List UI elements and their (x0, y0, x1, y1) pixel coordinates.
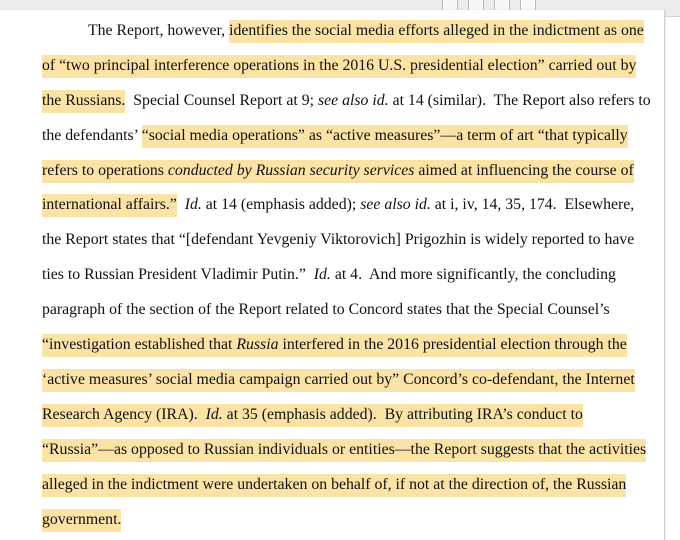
text-segment: at 4. And more significantly, the concluding (330, 266, 616, 283)
highlighted-text: the Russians. (42, 90, 125, 113)
text-line (88, 17, 644, 44)
highlighted-text: international affairs.” (42, 194, 177, 217)
text-line (42, 226, 634, 253)
text-segment: at 14 (similar). The Report also refers to (388, 92, 651, 109)
text-segment: at 14 (emphasis added); (201, 196, 361, 213)
highlighted-text: aimed at influencing the course of (414, 160, 633, 183)
text-segment: The Report, however, (88, 22, 230, 39)
text-segment (177, 196, 185, 213)
text-line (42, 87, 651, 114)
text-line (42, 191, 634, 218)
highlighted-text: Russia (236, 334, 278, 357)
text-line (42, 331, 627, 358)
text-line (42, 401, 583, 428)
highlighted-text: refers to operations (42, 160, 168, 183)
highlighted-text: alleged in the indictment were undertaken on behalf of, if not at the direction of, the Russian (42, 474, 626, 497)
text-line (42, 366, 635, 393)
highlighted-text: conducted by Russian security services (168, 160, 415, 183)
text-line (42, 157, 634, 184)
text-segment: the Report states that “[defendant Yevgeniy Viktorovich] Prigozhin is widely reported to have (42, 231, 635, 248)
text-line (42, 52, 636, 79)
text-segment: ties to Russian President Vladimir Putin.” (42, 266, 314, 283)
text-line (42, 122, 628, 149)
highlighted-text: interfered in the 2016 presidential election through the (279, 334, 627, 357)
highlighted-text: at 35 (emphasis added). By attributing IRA’s conduct to (223, 404, 583, 427)
text-segment: Id. (184, 196, 202, 213)
highlighted-text: ‘active measures’ social media campaign carried out by” Concord’s co-defendant, the Internet (42, 369, 635, 392)
text-segment: at i, iv, 14, 35, 174. Elsewhere, (430, 196, 635, 213)
document-page (0, 10, 665, 540)
highlighted-text: of “two principal interference operations in the 2016 U.S. presidential election” carried out by (42, 55, 636, 78)
text-line (42, 506, 121, 533)
text-line (42, 471, 626, 498)
text-line (42, 296, 610, 323)
highlighted-text: “Russia”—as opposed to Russian individuals or entities—the Report suggests that the activities (42, 439, 646, 462)
text-segment: see also id. (360, 196, 431, 213)
text-segment: the defendants’ (42, 127, 142, 144)
text-segment: Special Counsel Report at 9; (125, 92, 318, 109)
text-line (42, 261, 616, 288)
text-segment: paragraph of the section of the Report related to Concord states that the Special Counsel’s (42, 301, 610, 318)
text-segment: Id. (313, 266, 331, 283)
highlighted-text: Id. (206, 404, 223, 427)
highlighted-text: Research Agency (IRA). (42, 404, 206, 427)
highlighted-text: identifies the social media efforts alleged in the indictment as one (229, 20, 644, 43)
text-segment: see also id. (317, 92, 389, 109)
highlighted-text: government. (42, 509, 121, 532)
text-line (42, 436, 646, 463)
highlighted-text: “social media operations” as “active measures”—a term of art “that typically (142, 125, 628, 148)
highlighted-text: “investigation established that (42, 334, 236, 357)
